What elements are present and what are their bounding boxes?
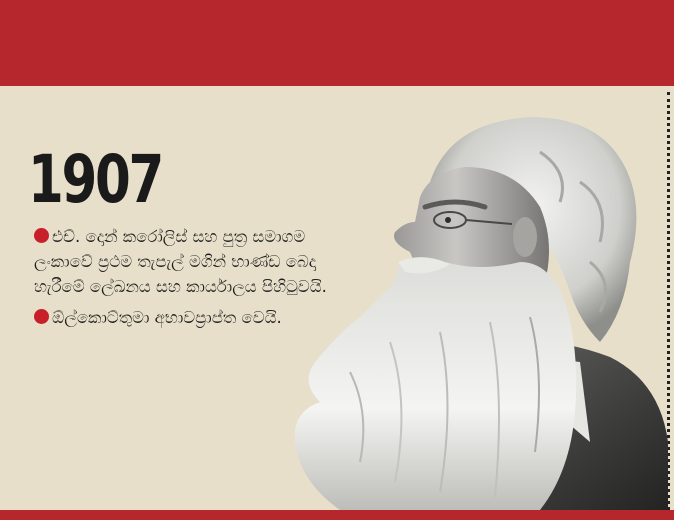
year-heading: 1907: [28, 141, 162, 218]
event-list: [34, 224, 354, 336]
event-text: ඕල්කොට්තුමා අභාවප්‍රාප්ත වෙයි.: [52, 308, 282, 327]
red-bullet-icon: [34, 228, 49, 243]
event-item: [34, 305, 354, 330]
event-item: [34, 224, 354, 299]
bottom-red-band: [0, 510, 674, 520]
top-red-band: [0, 0, 674, 86]
event-text: එච්. දොන් කරෝලිස් සහ පුත්‍ර සමාගම ලංකාවේ ප්‍රථම තැපැල් මගින් භාණ්ඩ බෙදා හැරීමේ ලේඛනය සහ කාර්යාලය පිහිටුවයි.: [34, 227, 327, 296]
red-bullet-icon: [34, 309, 49, 324]
